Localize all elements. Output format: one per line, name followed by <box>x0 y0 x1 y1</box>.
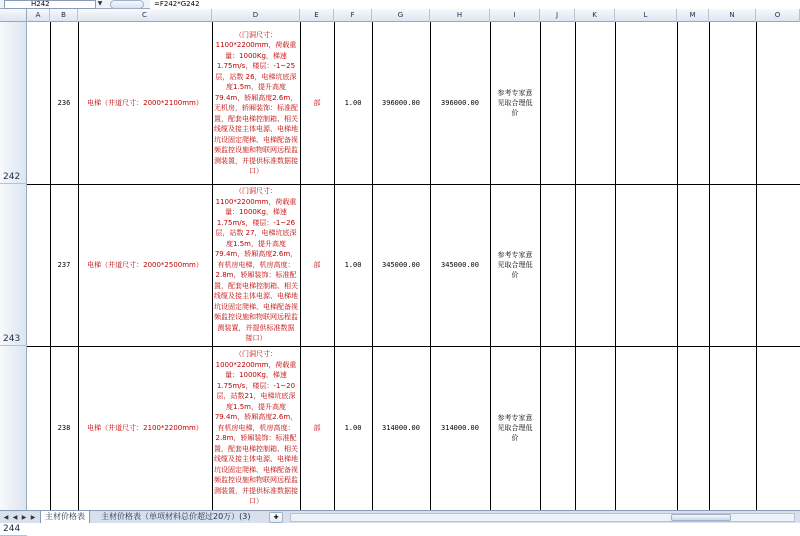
column-header-h[interactable]: H <box>430 9 490 22</box>
last-sheet-icon[interactable]: ▶ <box>30 514 36 521</box>
qty-cell[interactable]: 1.00 <box>344 424 362 432</box>
remark-cell[interactable]: 参考专家意见取合理低价 <box>497 89 533 117</box>
price-cell[interactable]: 345000.00 <box>382 261 420 269</box>
function-wizard-button[interactable] <box>110 0 144 9</box>
column-header-c[interactable]: C <box>78 9 212 22</box>
seq-cell[interactable]: 238 <box>57 424 71 432</box>
formula-bar <box>0 0 800 9</box>
sheet-tab-over-200k[interactable]: 主材价格表（单项材料总价超过20万）(3) <box>101 512 251 521</box>
qty-cell[interactable]: 1.00 <box>344 261 362 269</box>
qty-cell[interactable]: 1.00 <box>344 99 362 107</box>
column-header-b[interactable]: B <box>50 9 78 22</box>
column-header-k[interactable]: K <box>575 9 615 22</box>
name-cell[interactable]: 电梯（井道尺寸：2000*2500mm） <box>87 261 203 269</box>
chevron-down-icon[interactable]: ▼ <box>97 0 103 7</box>
name-cell[interactable]: 电梯（井道尺寸：2000*2100mm） <box>87 99 203 107</box>
grid-line <box>540 22 541 510</box>
column-header-n[interactable]: N <box>709 9 756 22</box>
remark-cell[interactable]: 参考专家意见取合理低价 <box>497 414 533 442</box>
name-box[interactable]: H242 <box>4 0 96 9</box>
unit-cell[interactable]: 部 <box>313 424 321 432</box>
name-cell[interactable]: 电梯（井道尺寸：2100*2200mm） <box>87 424 203 432</box>
desc-cell[interactable]: （门洞尺寸：1100*2200mm，荷载重量：1000Kg，梯速1.75m/s，楼层：-1~25层，站数 26，电梯坑底深度1.5m，提升高度79.4m，轿厢高度2.6m，无机房，轿厢装饰：标准配置，配套电梯控制箱、相关线缆及接主体电源、电梯地坑设固定爬梯、电梯配备视频监控设施和物联网远程监测装置，并提供标准数据接口） <box>214 30 298 175</box>
grid-line <box>615 22 616 510</box>
row-header-244[interactable]: 244 <box>0 346 27 536</box>
grid-line <box>677 22 678 510</box>
formula-input[interactable]: =F242*G242 <box>150 0 800 9</box>
grid-line <box>575 22 576 510</box>
column-header-a[interactable]: A <box>27 9 50 22</box>
row-headers <box>0 22 27 534</box>
grid-line <box>756 22 757 510</box>
column-header-g[interactable]: G <box>372 9 430 22</box>
price-cell[interactable]: 396000.00 <box>382 99 420 107</box>
scrollbar-thumb[interactable] <box>671 514 731 521</box>
column-header-l[interactable]: L <box>615 9 677 22</box>
seq-cell[interactable]: 237 <box>57 261 71 269</box>
remark-cell[interactable]: 参考专家意见取合理低价 <box>497 251 533 279</box>
total-cell[interactable]: 314000.00 <box>441 424 479 432</box>
cell-grid[interactable] <box>27 22 800 510</box>
column-header-e[interactable]: E <box>300 9 334 22</box>
desc-cell[interactable]: （门洞尺寸：1000*2200mm，荷载重量：1000Kg，梯速1.75m/s，楼层：-1~20层，站数21，电梯坑底深度1.5m，提升高度79.4m，轿厢高度2.6m，有机房电梯，机房高度：2.8m，轿厢装饰：标准配置，配套电梯控制箱、相关线缆及接主体电源、电梯地坑设固定爬梯、电梯配备视频监控设施和物联网远程监测装置，并提供标准数据接口） <box>214 350 298 506</box>
prev-sheet-icon[interactable]: ◀ <box>12 514 18 521</box>
price-cell[interactable]: 314000.00 <box>382 424 420 432</box>
insert-sheet-icon[interactable]: ✚ <box>269 512 283 523</box>
select-all-button[interactable] <box>0 9 27 22</box>
first-sheet-icon[interactable]: ◀ <box>3 514 9 521</box>
desc-cell[interactable]: （门洞尺寸：1100*2200mm，荷载重量：1000Kg，梯速1.75m/s，楼层：-1~26层，站数 27，电梯坑底深度1.5m，提升高度79.4m，轿厢高度2.6m，有机房电梯，机房高度：2.8m，轿厢装饰：标准配置，配套电梯控制箱、相关线缆及接主体电源、电梯地坑设固定爬梯、电梯配备视频监控设施和物联网远程监测装置，并提供标准数据 接口） <box>214 187 298 343</box>
unit-cell[interactable]: 部 <box>313 99 321 107</box>
seq-cell[interactable]: 236 <box>57 99 71 107</box>
sheet-tab-bar <box>0 510 800 523</box>
grid-line <box>709 22 710 510</box>
column-header-i[interactable]: I <box>490 9 540 22</box>
column-header-f[interactable]: F <box>334 9 372 22</box>
next-sheet-icon[interactable]: ▶ <box>21 514 27 521</box>
horizontal-scrollbar[interactable] <box>290 513 795 522</box>
total-cell[interactable]: 345000.00 <box>441 261 479 269</box>
column-header-j[interactable]: J <box>540 9 575 22</box>
column-header-m[interactable]: M <box>677 9 709 22</box>
column-header-o[interactable]: O <box>756 9 800 22</box>
row-header-242[interactable]: 242 <box>0 22 27 184</box>
column-header-d[interactable]: D <box>212 9 300 22</box>
column-headers <box>0 9 800 22</box>
unit-cell[interactable]: 部 <box>313 261 321 269</box>
row-header-243[interactable]: 243 <box>0 184 27 346</box>
total-cell[interactable]: 396000.00 <box>441 99 479 107</box>
sheet-tab-main[interactable]: 主材价格表 <box>40 511 90 523</box>
